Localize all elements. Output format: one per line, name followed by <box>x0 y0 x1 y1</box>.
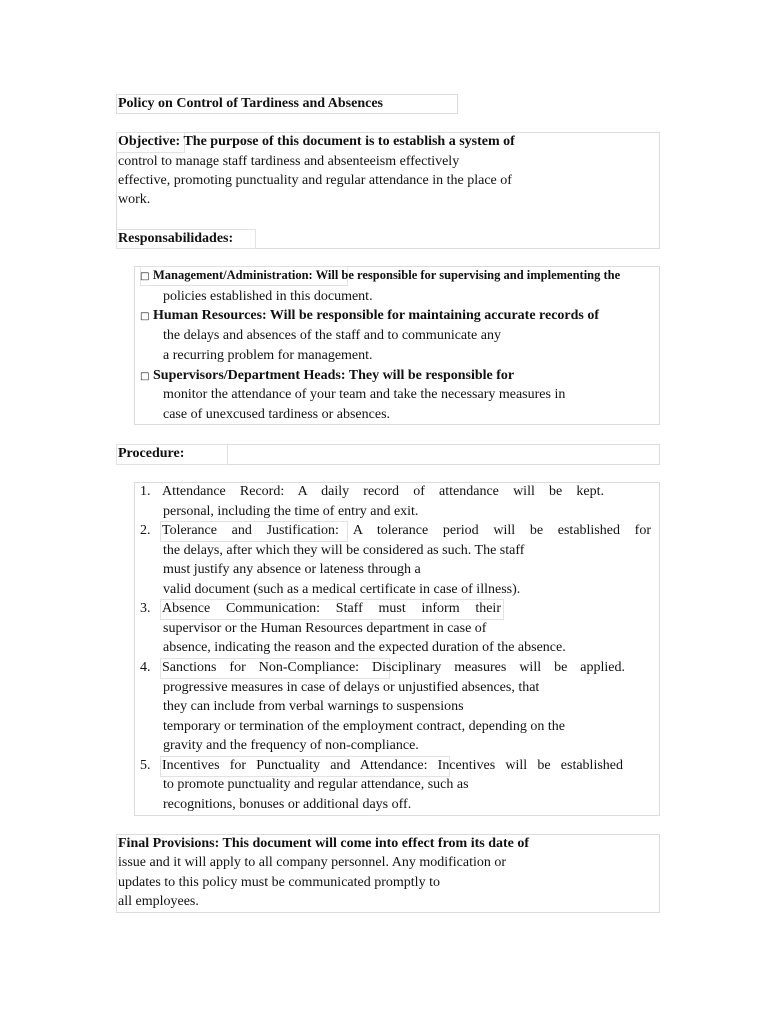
objective-line-1 <box>118 132 515 151</box>
procedure-4-cont-2: they can include from verbal warnings to suspensions <box>163 699 464 714</box>
objective-line-2: control to manage staff tardiness and absenteeism effectively <box>118 154 460 169</box>
final-provisions-line-3: updates to this policy must be communicated promptly to <box>118 875 440 890</box>
final-provisions-line-2: issue and it will apply to all company personnel. Any modification or <box>118 855 507 870</box>
responsibility-1-cont-1: policies established in this document. <box>163 289 373 304</box>
procedure-4-cont-1: progressive measures in case of delays or unjustified absences, that <box>163 680 540 695</box>
responsibilities-heading: Responsabilidades: <box>118 231 234 246</box>
final-provisions-line-4: all employees. <box>118 894 199 909</box>
responsibility-3-text: Supervisors/Department Heads: They will be responsible for <box>153 368 515 383</box>
objective-text: The purpose of this document is to establish a system of <box>180 134 515 149</box>
final-provisions-line-1: Final Provisions: This document will come into effect from its date of <box>118 836 530 851</box>
responsibility-3-cont-1: monitor the attendance of your team and take the necessary measures in <box>163 387 566 402</box>
responsibility-item-1 <box>140 266 620 286</box>
procedure-1-text: Attendance Record: A daily record of attendance will be kept. <box>162 484 604 499</box>
procedure-5-cont-1: to promote punctuality and regular attendance, such as <box>163 777 469 792</box>
responsibility-1-text: Management/Administration: Will be responsible for supervising and implementing the <box>153 268 621 282</box>
procedure-2-cont-3: valid document (such as a medical certificate in case of illness). <box>163 582 521 597</box>
procedure-2-text: Tolerance and Justification: A tolerance period will be established for <box>162 523 651 538</box>
document-title: Policy on Control of Tardiness and Absences <box>118 96 384 111</box>
responsibility-2-cont-1: the delays and absences of the staff and to communicate any <box>163 328 501 343</box>
procedure-3-text: Absence Communication: Staff must inform their <box>162 601 501 616</box>
responsibility-2-cont-2: a recurring problem for management. <box>163 348 373 363</box>
responsibility-item-3 <box>140 366 514 386</box>
procedure-2-cont-2: must justify any absence or lateness through a <box>163 562 421 577</box>
procedure-item-1 <box>140 482 604 501</box>
procedure-item-5 <box>140 756 624 775</box>
procedure-item-3 <box>140 599 502 618</box>
procedure-4-text: Sanctions for Non-Compliance: Disciplinary measures will be applied. <box>162 660 625 675</box>
procedure-item-4 <box>140 658 626 677</box>
procedure-item-2 <box>140 521 652 540</box>
procedure-3-cont-2: absence, indicating the reason and the expected duration of the absence. <box>163 640 566 655</box>
procedure-1-cont-1: personal, including the time of entry and exit. <box>163 504 419 519</box>
procedure-2-number: 2. <box>140 523 151 538</box>
checkbox-bullet-icon: □ <box>140 371 150 382</box>
procedure-4-cont-4: gravity and the frequency of non-compliance. <box>163 738 419 753</box>
checkbox-bullet-icon: □ <box>140 271 150 282</box>
procedure-3-cont-1: supervisor or the Human Resources department in case of <box>163 621 487 636</box>
procedure-3-number: 3. <box>140 601 151 616</box>
procedure-5-cont-2: recognitions, bonuses or additional days off. <box>163 797 412 812</box>
procedure-4-number: 4. <box>140 660 151 675</box>
responsibility-2-text: Human Resources: Will be responsible for maintaining accurate records of <box>153 308 600 323</box>
objective-line-3: effective, promoting punctuality and regular attendance in the place of <box>118 173 512 188</box>
checkbox-bullet-icon: □ <box>140 311 150 322</box>
responsibility-item-2 <box>140 306 599 326</box>
procedure-4-cont-3: temporary or termination of the employment contract, depending on the <box>163 719 565 734</box>
objective-line-4: work. <box>118 192 151 207</box>
procedure-5-number: 5. <box>140 758 151 773</box>
procedure-heading: Procedure: <box>118 446 185 461</box>
procedure-1-number: 1. <box>140 484 151 499</box>
procedure-5-text: Incentives for Punctuality and Attendance: Incentives will be established <box>162 758 623 773</box>
responsibility-3-cont-2: case of unexcused tardiness or absences. <box>163 407 391 422</box>
procedure-2-cont-1: the delays, after which they will be considered as such. The staff <box>163 543 525 558</box>
objective-label: Objective: <box>118 134 181 149</box>
